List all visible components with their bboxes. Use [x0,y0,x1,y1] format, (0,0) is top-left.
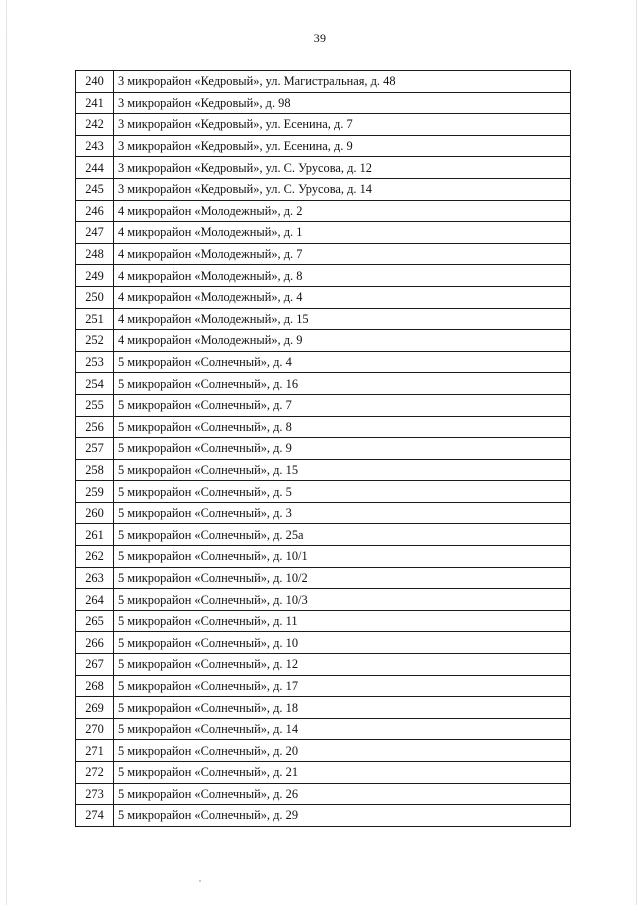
row-address: 5 микрорайон «Солнечный», д. 15 [114,459,571,481]
row-number: 246 [76,200,114,222]
row-address: 5 микрорайон «Солнечный», д. 10 [114,632,571,654]
row-address: 5 микрорайон «Солнечный», д. 17 [114,675,571,697]
table-row [76,654,571,676]
row-address: 5 микрорайон «Солнечный», д. 10/3 [114,589,571,611]
table-row [76,740,571,762]
row-address: 3 микрорайон «Кедровый», ул. Есенина, д. 7 [114,114,571,136]
row-address: 5 микрорайон «Солнечный», д. 4 [114,351,571,373]
table-row [76,632,571,654]
row-number: 242 [76,114,114,136]
row-number: 243 [76,135,114,157]
table-row [76,330,571,352]
row-number: 262 [76,546,114,568]
row-number: 254 [76,373,114,395]
table-row [76,805,571,827]
row-address: 5 микрорайон «Солнечный», д. 26 [114,783,571,805]
row-number: 274 [76,805,114,827]
row-number: 260 [76,502,114,524]
row-address: 4 микрорайон «Молодежный», д. 1 [114,222,571,244]
table-row [76,459,571,481]
row-number: 240 [76,71,114,93]
table-row [76,243,571,265]
row-number: 258 [76,459,114,481]
row-number: 271 [76,740,114,762]
row-number: 268 [76,675,114,697]
row-address: 5 микрорайон «Солнечный», д. 25а [114,524,571,546]
row-address: 5 микрорайон «Солнечный», д. 10/1 [114,546,571,568]
row-number: 263 [76,567,114,589]
table-row [76,286,571,308]
row-address: 5 микрорайон «Солнечный», д. 7 [114,394,571,416]
table-row [76,524,571,546]
row-number: 270 [76,718,114,740]
row-address: 4 микрорайон «Молодежный», д. 7 [114,243,571,265]
row-address: 4 микрорайон «Молодежный», д. 9 [114,330,571,352]
row-number: 272 [76,762,114,784]
row-address: 3 микрорайон «Кедровый», д. 98 [114,92,571,114]
row-address: 4 микрорайон «Молодежный», д. 15 [114,308,571,330]
table-row [76,567,571,589]
row-number: 256 [76,416,114,438]
row-number: 252 [76,330,114,352]
table-row [76,178,571,200]
table-row [76,762,571,784]
table-row [76,718,571,740]
row-number: 267 [76,654,114,676]
row-number: 261 [76,524,114,546]
row-number: 269 [76,697,114,719]
table-row [76,222,571,244]
row-number: 259 [76,481,114,503]
row-address: 3 микрорайон «Кедровый», ул. С. Урусова, д. 12 [114,157,571,179]
row-number: 253 [76,351,114,373]
table-row [76,416,571,438]
table-row [76,589,571,611]
table-row [76,697,571,719]
row-address: 5 микрорайон «Солнечный», д. 18 [114,697,571,719]
table-row [76,546,571,568]
address-table [75,70,571,827]
table-row [76,783,571,805]
table-row [76,157,571,179]
row-number: 244 [76,157,114,179]
row-address: 5 микрорайон «Солнечный», д. 10/2 [114,567,571,589]
row-address: 3 микрорайон «Кедровый», ул. С. Урусова, д. 14 [114,178,571,200]
row-address: 5 микрорайон «Солнечный», д. 14 [114,718,571,740]
table-row [76,114,571,136]
page-number: 39 [313,31,327,45]
row-number: 245 [76,178,114,200]
row-number: 264 [76,589,114,611]
table-row [76,438,571,460]
table-row [76,135,571,157]
row-number: 266 [76,632,114,654]
address-table-body [76,71,571,827]
table-row [76,92,571,114]
scan-edge-right [636,0,637,905]
row-number: 257 [76,438,114,460]
table-row [76,394,571,416]
row-address: 4 микрорайон «Молодежный», д. 4 [114,286,571,308]
table-row [76,675,571,697]
row-address: 5 микрорайон «Солнечный», д. 9 [114,438,571,460]
table-row [76,481,571,503]
table-row [76,373,571,395]
row-address: 5 микрорайон «Солнечный», д. 20 [114,740,571,762]
table-row [76,200,571,222]
row-address: 5 микрорайон «Солнечный», д. 12 [114,654,571,676]
row-number: 251 [76,308,114,330]
table-row [76,71,571,93]
row-number: 273 [76,783,114,805]
row-number: 265 [76,610,114,632]
table-row [76,308,571,330]
scan-speck [199,880,201,882]
row-address: 4 микрорайон «Молодежный», д. 2 [114,200,571,222]
row-address: 5 микрорайон «Солнечный», д. 16 [114,373,571,395]
row-number: 249 [76,265,114,287]
table-row [76,610,571,632]
table-row [76,502,571,524]
row-address: 5 микрорайон «Солнечный», д. 29 [114,805,571,827]
row-number: 248 [76,243,114,265]
row-number: 247 [76,222,114,244]
row-address: 3 микрорайон «Кедровый», ул. Магистральная, д. 48 [114,71,571,93]
row-address: 5 микрорайон «Солнечный», д. 8 [114,416,571,438]
row-number: 250 [76,286,114,308]
table-row [76,351,571,373]
row-address: 5 микрорайон «Солнечный», д. 5 [114,481,571,503]
row-address: 4 микрорайон «Молодежный», д. 8 [114,265,571,287]
row-address: 5 микрорайон «Солнечный», д. 11 [114,610,571,632]
row-number: 255 [76,394,114,416]
row-number: 241 [76,92,114,114]
row-address: 5 микрорайон «Солнечный», д. 21 [114,762,571,784]
scan-edge-left [6,0,7,905]
table-row [76,265,571,287]
row-address: 3 микрорайон «Кедровый», ул. Есенина, д. 9 [114,135,571,157]
row-address: 5 микрорайон «Солнечный», д. 3 [114,502,571,524]
